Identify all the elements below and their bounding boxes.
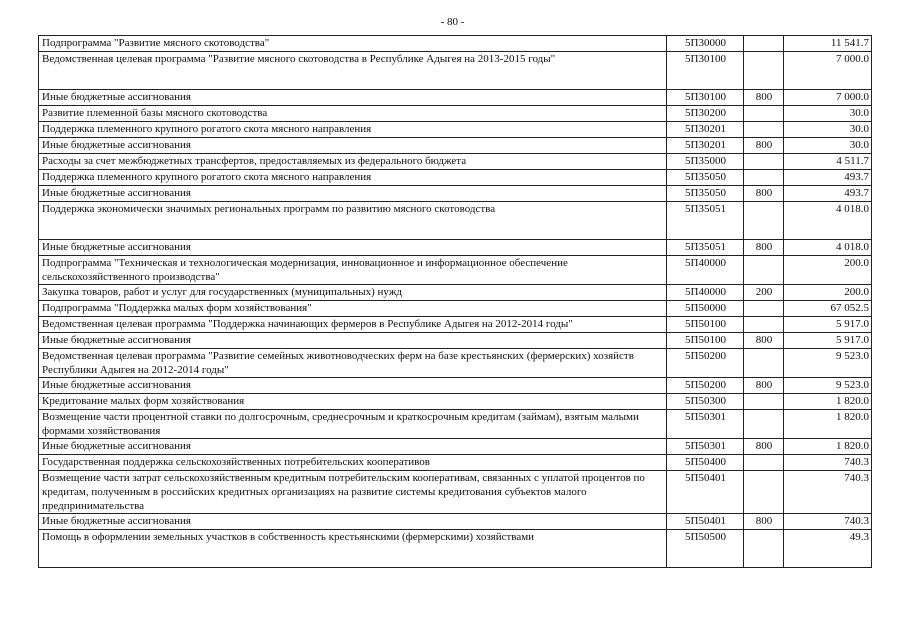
row-expense-type-cell: [744, 154, 784, 170]
table-row: [39, 154, 872, 170]
row-code-cell: 5П50000: [667, 301, 744, 317]
row-code-cell: 5П50200: [667, 349, 744, 378]
row-name-cell: Поддержка экономически значимых региональных программ по развитию мясного скотоводства: [39, 202, 667, 240]
row-code-cell: 5П50301: [667, 439, 744, 455]
row-amount-cell: 49.3: [784, 530, 872, 568]
row-code-cell: 5П50401: [667, 471, 744, 514]
table-row: [39, 122, 872, 138]
row-expense-type-cell: 800: [744, 514, 784, 530]
row-name-cell: Подпрограмма "Развитие мясного скотоводства": [39, 36, 667, 52]
row-amount-cell: 200.0: [784, 285, 872, 301]
table-row: [39, 36, 872, 52]
table-row: [39, 202, 872, 240]
row-amount-cell: 7 000.0: [784, 52, 872, 90]
table-row: [39, 52, 872, 90]
table-row: [39, 106, 872, 122]
row-amount-cell: 740.3: [784, 471, 872, 514]
row-amount-cell: 4 511.7: [784, 154, 872, 170]
row-amount-cell: 30.0: [784, 122, 872, 138]
row-expense-type-cell: [744, 170, 784, 186]
row-expense-type-cell: [744, 394, 784, 410]
table-row: [39, 285, 872, 301]
row-expense-type-cell: [744, 471, 784, 514]
row-amount-cell: 493.7: [784, 186, 872, 202]
row-amount-cell: 4 018.0: [784, 240, 872, 256]
table-row: [39, 349, 872, 378]
table-row: [39, 439, 872, 455]
table-row: [39, 317, 872, 333]
row-expense-type-cell: 800: [744, 240, 784, 256]
row-name-cell: Иные бюджетные ассигнования: [39, 514, 667, 530]
table-row: [39, 186, 872, 202]
row-amount-cell: 9 523.0: [784, 349, 872, 378]
row-expense-type-cell: [744, 256, 784, 285]
row-code-cell: 5П50200: [667, 378, 744, 394]
row-code-cell: 5П50100: [667, 333, 744, 349]
table-row: [39, 455, 872, 471]
table-row: [39, 333, 872, 349]
row-amount-cell: 1 820.0: [784, 439, 872, 455]
row-amount-cell: 4 018.0: [784, 202, 872, 240]
row-name-cell: Возмещение части затрат сельскохозяйственным кредитным потребительским кооперативам, связанных с уплатой процентов по кредитам, полученным в российских кредитных организациях на развитие системы кредитования субъектов малого предпринимательства: [39, 471, 667, 514]
row-code-cell: 5П40000: [667, 285, 744, 301]
row-code-cell: 5П30200: [667, 106, 744, 122]
row-expense-type-cell: [744, 317, 784, 333]
table-row: [39, 410, 872, 439]
row-expense-type-cell: [744, 530, 784, 568]
row-expense-type-cell: 800: [744, 138, 784, 154]
row-expense-type-cell: 800: [744, 90, 784, 106]
row-code-cell: 5П30201: [667, 138, 744, 154]
row-amount-cell: 11 541.7: [784, 36, 872, 52]
row-amount-cell: 493.7: [784, 170, 872, 186]
row-name-cell: Государственная поддержка сельскохозяйственных потребительских кооперативов: [39, 455, 667, 471]
row-amount-cell: 740.3: [784, 514, 872, 530]
row-name-cell: Иные бюджетные ассигнования: [39, 439, 667, 455]
table-row: [39, 170, 872, 186]
row-code-cell: 5П50400: [667, 455, 744, 471]
row-amount-cell: 7 000.0: [784, 90, 872, 106]
budget-table: [38, 35, 872, 568]
row-code-cell: 5П35050: [667, 170, 744, 186]
row-expense-type-cell: 800: [744, 439, 784, 455]
row-amount-cell: 200.0: [784, 256, 872, 285]
row-amount-cell: 740.3: [784, 455, 872, 471]
table-row: [39, 90, 872, 106]
row-name-cell: Иные бюджетные ассигнования: [39, 378, 667, 394]
budget-table-body: [39, 36, 872, 568]
row-name-cell: Ведомственная целевая программа "Поддержка начинающих фермеров в Республике Адыгея на 2012-2014 годы": [39, 317, 667, 333]
row-name-cell: Кредитование малых форм хозяйствования: [39, 394, 667, 410]
row-amount-cell: 1 820.0: [784, 394, 872, 410]
table-row: [39, 471, 872, 514]
row-expense-type-cell: 800: [744, 378, 784, 394]
table-row: [39, 530, 872, 568]
row-expense-type-cell: 200: [744, 285, 784, 301]
page-number: - 80 -: [440, 16, 465, 28]
row-name-cell: Иные бюджетные ассигнования: [39, 138, 667, 154]
row-expense-type-cell: [744, 301, 784, 317]
table-row: [39, 138, 872, 154]
row-amount-cell: 9 523.0: [784, 378, 872, 394]
row-amount-cell: 30.0: [784, 138, 872, 154]
row-name-cell: Подпрограмма "Поддержка малых форм хозяйствования": [39, 301, 667, 317]
row-amount-cell: 67 052.5: [784, 301, 872, 317]
row-expense-type-cell: [744, 455, 784, 471]
row-name-cell: Иные бюджетные ассигнования: [39, 333, 667, 349]
row-code-cell: 5П50401: [667, 514, 744, 530]
row-name-cell: Ведомственная целевая программа "Развитие семейных животноводческих ферм на базе крестьянских (фермерских) хозяйств Республики Адыгея на 2012-2014 годы": [39, 349, 667, 378]
row-name-cell: Иные бюджетные ассигнования: [39, 90, 667, 106]
row-name-cell: Поддержка племенного крупного рогатого скота мясного направления: [39, 170, 667, 186]
row-code-cell: 5П30201: [667, 122, 744, 138]
row-code-cell: 5П30100: [667, 90, 744, 106]
row-code-cell: 5П35050: [667, 186, 744, 202]
table-row: [39, 256, 872, 285]
row-name-cell: Ведомственная целевая программа "Развитие мясного скотоводства в Республике Адыгея на 2013-2015 годы": [39, 52, 667, 90]
row-code-cell: 5П30000: [667, 36, 744, 52]
table-row: [39, 378, 872, 394]
row-expense-type-cell: [744, 122, 784, 138]
table-row: [39, 514, 872, 530]
row-name-cell: Помощь в оформлении земельных участков в собственность крестьянскими (фермерскими) хозяйствами: [39, 530, 667, 568]
table-row: [39, 394, 872, 410]
row-expense-type-cell: 800: [744, 333, 784, 349]
row-code-cell: 5П50500: [667, 530, 744, 568]
row-expense-type-cell: [744, 410, 784, 439]
table-row: [39, 301, 872, 317]
row-amount-cell: 30.0: [784, 106, 872, 122]
row-expense-type-cell: 800: [744, 186, 784, 202]
row-code-cell: 5П35000: [667, 154, 744, 170]
row-code-cell: 5П50100: [667, 317, 744, 333]
row-expense-type-cell: [744, 36, 784, 52]
row-name-cell: Иные бюджетные ассигнования: [39, 186, 667, 202]
row-amount-cell: 5 917.0: [784, 333, 872, 349]
row-name-cell: Подпрограмма "Техническая и технологическая модернизация, инновационное и информационное обеспечение сельскохозяйственного производства": [39, 256, 667, 285]
row-name-cell: Возмещение части процентной ставки по долгосрочным, среднесрочным и краткосрочным кредитам (займам), взятым малыми формами хозяйствования: [39, 410, 667, 439]
row-expense-type-cell: [744, 52, 784, 90]
row-amount-cell: 1 820.0: [784, 410, 872, 439]
row-name-cell: Расходы за счет межбюджетных трансфертов, предоставляемых из федерального бюджета: [39, 154, 667, 170]
row-expense-type-cell: [744, 202, 784, 240]
row-expense-type-cell: [744, 349, 784, 378]
row-name-cell: Поддержка племенного крупного рогатого скота мясного направления: [39, 122, 667, 138]
row-code-cell: 5П35051: [667, 240, 744, 256]
row-name-cell: Развитие племенной базы мясного скотоводства: [39, 106, 667, 122]
row-name-cell: Иные бюджетные ассигнования: [39, 240, 667, 256]
row-code-cell: 5П50300: [667, 394, 744, 410]
row-code-cell: 5П30100: [667, 52, 744, 90]
row-name-cell: Закупка товаров, работ и услуг для государственных (муниципальных) нужд: [39, 285, 667, 301]
table-row: [39, 240, 872, 256]
row-code-cell: 5П35051: [667, 202, 744, 240]
row-code-cell: 5П40000: [667, 256, 744, 285]
row-amount-cell: 5 917.0: [784, 317, 872, 333]
row-expense-type-cell: [744, 106, 784, 122]
row-code-cell: 5П50301: [667, 410, 744, 439]
